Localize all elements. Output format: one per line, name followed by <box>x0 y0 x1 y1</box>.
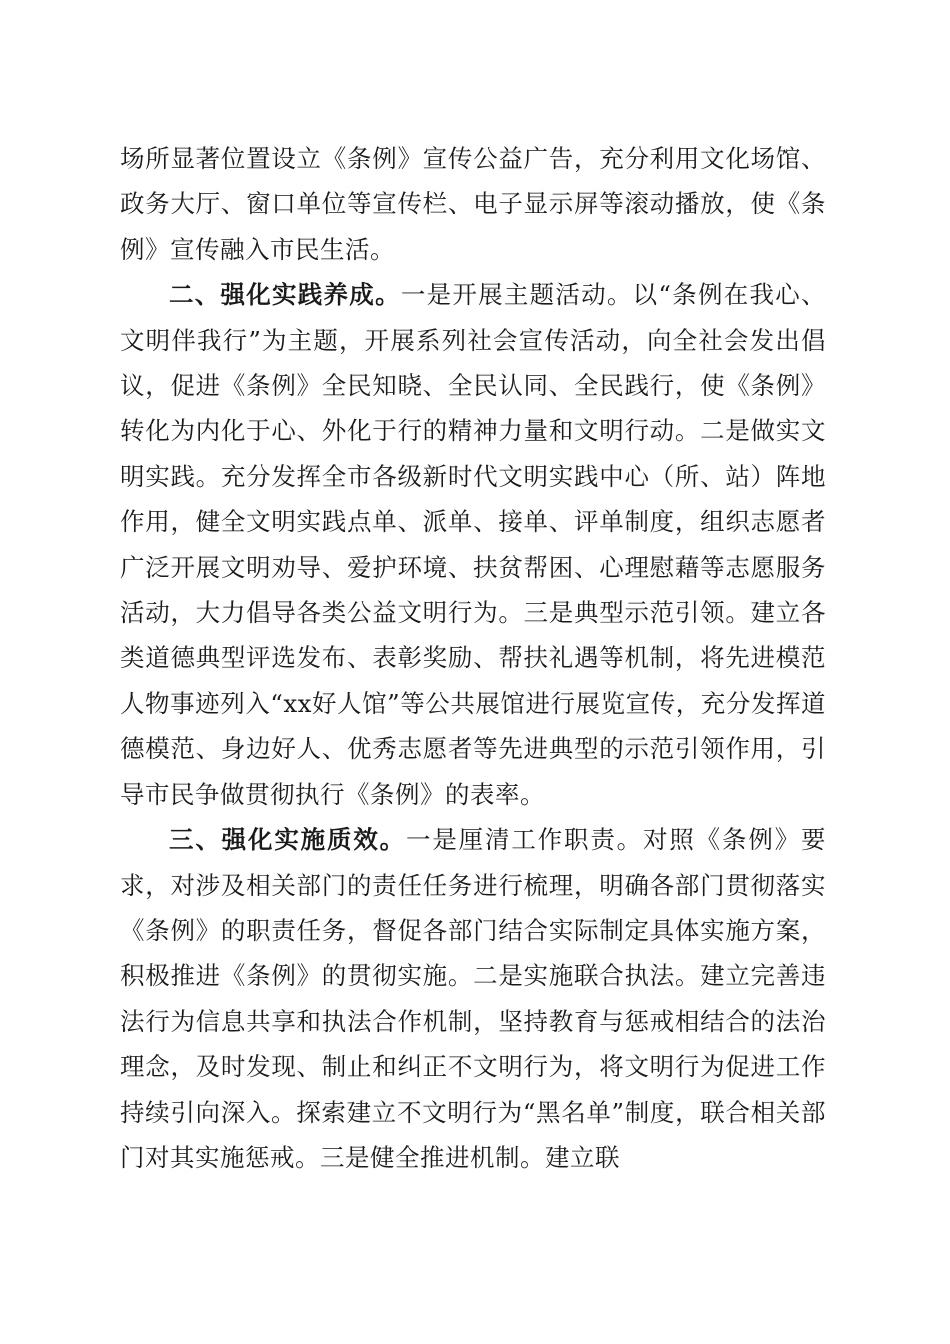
paragraph-practice <box>120 272 826 817</box>
paragraph-continuation <box>120 136 826 272</box>
paragraph-implementation <box>120 817 826 1180</box>
paragraph-2-body: 一是开展主题活动。以“条例在我心、文明伴我行”为主题，开展系列社会宣传活动，向全社会发出倡议，促进《条例》全民知晓、全民认同、全民践行，使《条例》转化为内化于心、外化于行的精神力量和文明行动。二是做实文明实践。充分发挥全市各级新时代文明实践中心（所、站）阵地作用，健全文明实践点单、派单、接单、评单制度，组织志愿者广泛开展文明劝导、爱护环境、扶贫帮困、心理慰藉等志愿服务活动，大力倡导各类公益文明行为。三是典型示范引领。建立各类道德典型评选发布、表彰奖励、帮扶礼遇等机制，将先进模范人物事迹列入“xx好人馆”等公共展馆进行展览宣传，充分发挥道德模范、身边好人、优秀志愿者等先进典型的示范引领作用，引导市民争做贯彻执行《条例》的表率。 <box>120 280 826 809</box>
section-heading-practice: 二、强化实践养成。 <box>169 280 401 310</box>
paragraph-1-body: 场所显著位置设立《条例》宣传公益广告，充分利用文化场馆、政务大厅、窗口单位等宣传栏、电子显示屏等滚动播放，使《条例》宣传融入市民生活。 <box>120 144 826 264</box>
section-heading-implementation: 三、强化实施质效。 <box>169 825 406 855</box>
paragraph-3-body: 一是厘清工作职责。对照《条例》要求，对涉及相关部门的责任任务进行梳理，明确各部门贯彻落实《条例》的职责任务，督促各部门结合实际制定具体实施方案，积极推进《条例》的贯彻实施。二是实施联合执法。建立完善违法行为信息共享和执法合作机制，坚持教育与惩戒相结合的法治理念，及时发现、制止和纠正不文明行为，将文明行为促进工作持续引向深入。探索建立不文明行为“黑名单”制度，联合相关部门对其实施惩戒。三是健全推进机制。建立联 <box>120 825 826 1172</box>
document-body <box>120 136 826 1180</box>
